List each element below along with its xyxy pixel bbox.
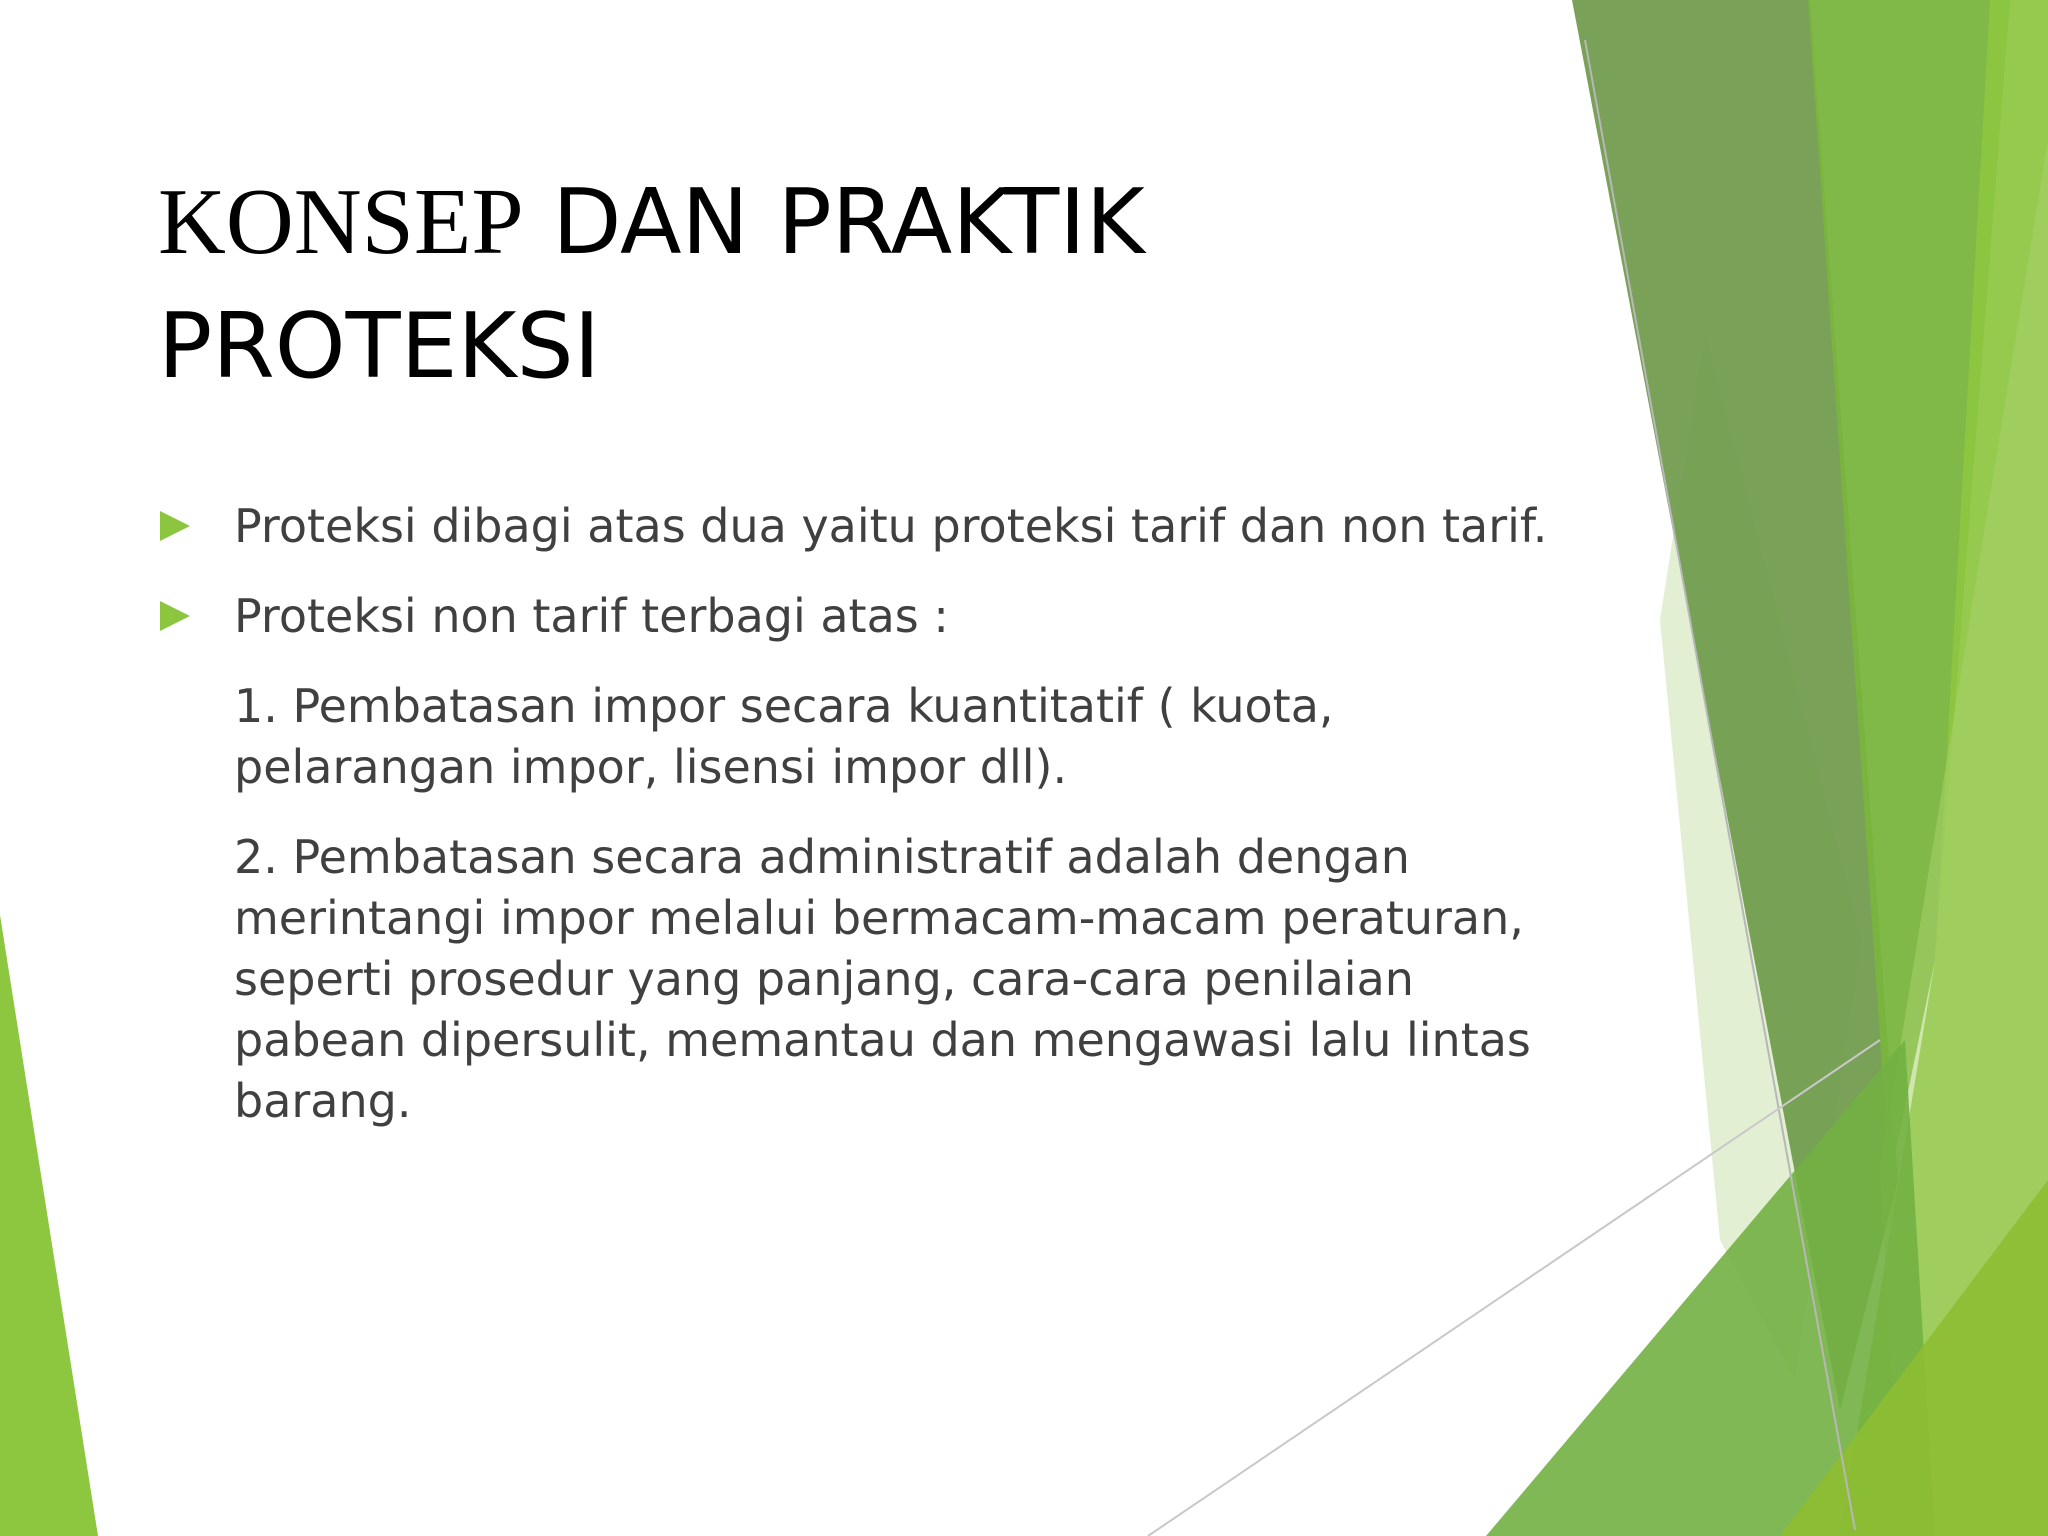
sub-item-2: [158, 827, 1548, 1132]
left-green-sliver: [0, 915, 98, 1536]
sub-item-1: [158, 676, 1548, 798]
bullet-item-1: [158, 496, 1548, 557]
bullet-item-text: Proteksi dibagi atas dua yaitu proteksi tarif dan non tarif.: [234, 499, 1548, 553]
green-triangle-bullet-icon: [160, 601, 190, 631]
bullet-item-text: Proteksi non tarif terbagi atas :: [234, 589, 949, 643]
title-serif-word: KONSEP: [158, 170, 524, 274]
bullet-item-2: [158, 586, 1548, 647]
sub-item-text: 2. Pembatasan secara administratif adalah dengan merintangi impor melalui bermacam-macam peraturan, seperti prosedur yang panjang, cara-cara penilaian pabean dipersulit, memantau dan mengawasi lalu lintas barang.: [234, 830, 1531, 1128]
sub-item-text: 1. Pembatasan impor secara kuantitatif ( kuota, pelarangan impor, lisensi impor dll).: [234, 679, 1334, 794]
slide-content: [158, 496, 1548, 1132]
title-rest: DAN PRAKTIK PROTEKSI: [158, 170, 1145, 399]
slide-title: [158, 160, 1538, 409]
green-triangle-bullet-icon: [160, 511, 190, 541]
